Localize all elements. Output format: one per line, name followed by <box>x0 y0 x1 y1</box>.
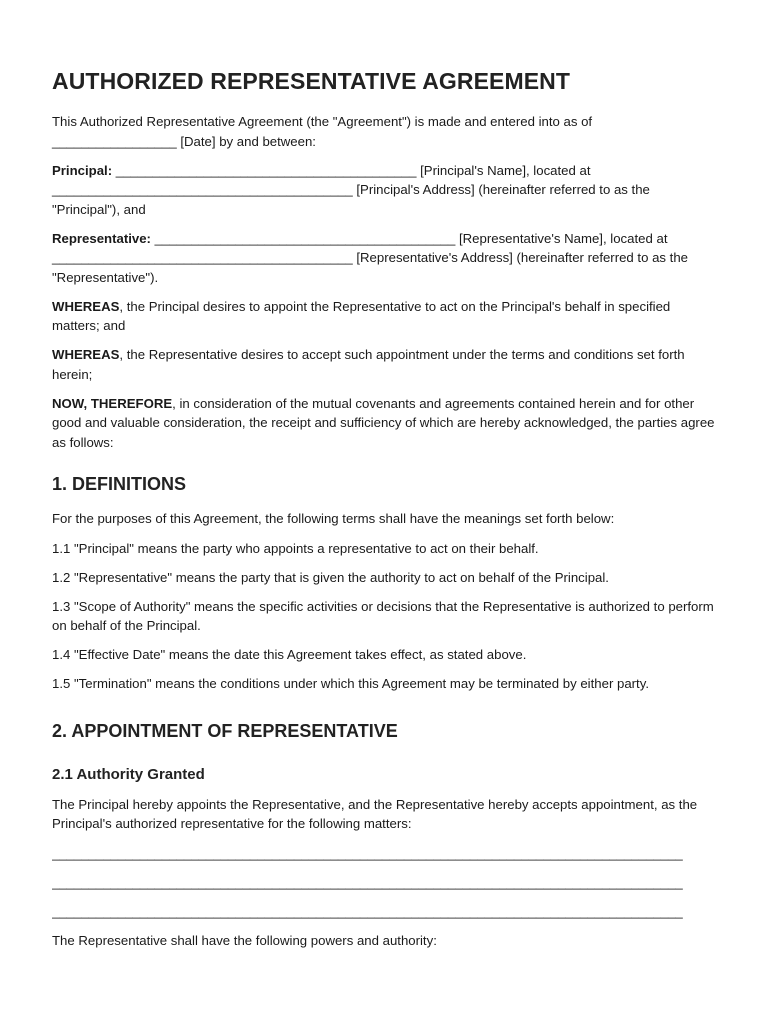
blank-fill-line: ______________________________________________________________________________________ <box>52 903 683 919</box>
document-page <box>52 68 720 960</box>
whereas-paragraph-1 <box>52 297 720 336</box>
representative-label: Representative: <box>52 230 151 246</box>
whereas-paragraph-2 <box>52 345 720 384</box>
definition-item: 1.2 "Representative" means the party that is given the authority to act on behalf of the Principal. <box>52 569 609 585</box>
principal-text: _________________________________________ [Principal's Name], located at _________________________________________ [Principal's Address] (hereinafter referred to as the "Principal"), and <box>52 162 650 217</box>
principal-label: Principal: <box>52 162 113 178</box>
section-1-heading: 1. DEFINITIONS <box>52 474 187 495</box>
document-title: AUTHORIZED REPRESENTATIVE AGREEMENT <box>52 68 571 94</box>
definition-item: 1.3 "Scope of Authority" means the specific activities or decisions that the Representative is authorized to perform on behalf of the Principal. <box>52 598 714 634</box>
definition-item: 1.5 "Termination" means the conditions under which this Agreement may be terminated by either party. <box>52 676 650 692</box>
whereas-label-2: WHEREAS <box>52 347 120 363</box>
representative-text: _________________________________________ [Representative's Name], located at _________________________________________ [Representative's Address] (hereinafter referred to as the "Representative"). <box>52 230 689 285</box>
definition-item: 1.1 "Principal" means the party who appoints a representative to act on their behalf. <box>52 540 539 556</box>
section-2-1-subheading: 2.1 Authority Granted <box>52 765 205 783</box>
now-therefore-paragraph <box>52 394 720 453</box>
authority-paragraph: The Principal hereby appoints the Representative, and the Representative hereby accepts appointment, as the Principal's authorized representative for the following matters: <box>52 796 698 832</box>
intro-paragraph: This Authorized Representative Agreement (the "Agreement") is made and entered into as of _________________ [Date] by and between: <box>52 114 593 149</box>
definition-item: 1.4 "Effective Date" means the date this Agreement takes effect, as stated above. <box>52 647 527 663</box>
principal-paragraph <box>52 161 720 220</box>
whereas-text-1: , the Principal desires to appoint the Representative to act on the Principal's behalf in specified matters; and <box>52 298 671 334</box>
blank-fill-line: ______________________________________________________________________________________ <box>52 845 683 861</box>
powers-paragraph: The Representative shall have the following powers and authority: <box>52 932 437 948</box>
now-therefore-label: NOW, THEREFORE <box>52 395 173 411</box>
section-2-heading: 2. APPOINTMENT OF REPRESENTATIVE <box>52 720 398 741</box>
definitions-intro: For the purposes of this Agreement, the following terms shall have the meanings set forth below: <box>52 511 615 527</box>
blank-fill-line: ______________________________________________________________________________________ <box>52 874 683 890</box>
representative-paragraph <box>52 229 720 288</box>
now-therefore-text: , in consideration of the mutual covenants and agreements contained herein and for other good and valuable consideration, the receipt and sufficiency of which are hereby acknowledged, the parties agree as follows: <box>52 395 715 450</box>
whereas-text-2: , the Representative desires to accept such appointment under the terms and conditions set forth herein; <box>52 347 685 382</box>
whereas-label-1: WHEREAS <box>52 298 120 314</box>
